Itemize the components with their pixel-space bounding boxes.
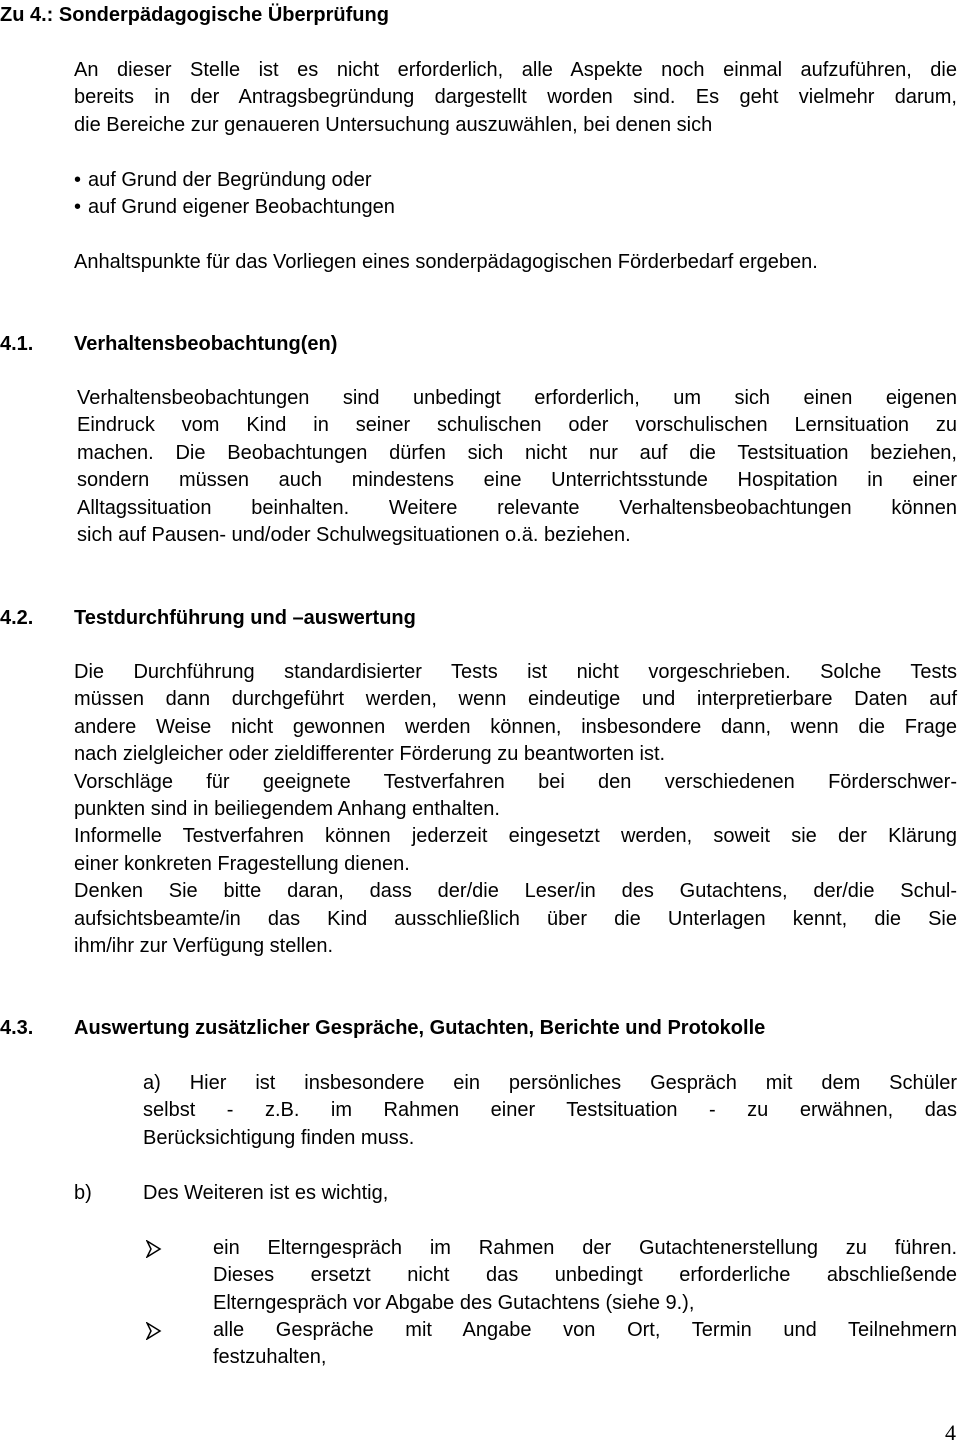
paragraph-line: festzuhalten, bbox=[213, 1346, 327, 1369]
page-heading: Zu 4.: Sonderpädagogische Überprüfung bbox=[0, 4, 389, 26]
paragraph-line: sondern müssen auch mindestens eine Unterrichtsstunde Hospitation in einer bbox=[77, 469, 957, 492]
section-4-3-title: Auswertung zusätzlicher Gespräche, Gutachten, Berichte und Protokolle bbox=[74, 1017, 766, 1039]
item-b-text: Des Weiteren ist es wichtig, bbox=[143, 1182, 389, 1204]
paragraph-line: Alltagssituation beinhalten. Weitere relevante Verhaltensbeobachtungen können bbox=[77, 496, 957, 519]
paragraph-line: selbst - z.B. im Rahmen einer Testsituation - zu erwähnen, das bbox=[143, 1099, 957, 1122]
intro-line: bereits in der Antragsbegründung dargestellt worden sind. Es geht vielmehr darum, bbox=[74, 86, 957, 109]
paragraph-line: alle Gespräche mit Angabe von Ort, Termin und Teilnehmern bbox=[213, 1319, 957, 1341]
paragraph-line: Verhaltensbeobachtungen sind unbedingt erforderlich, um sich einen eigenen bbox=[77, 387, 957, 409]
arrow-item-paragraph bbox=[213, 1317, 957, 1372]
intro-closing: Anhaltspunkte für das Vorliegen eines sonderpädagogischen Förderbedarf ergeben. bbox=[74, 251, 818, 273]
intro-line: die Bereiche zur genaueren Untersuchung auszuwählen, bei denen sich bbox=[74, 113, 713, 136]
paragraph-line: sich auf Pausen- und/oder Schulwegsituationen o.ä. beziehen. bbox=[77, 523, 631, 546]
bullet-text: auf Grund eigener Beobachtungen bbox=[88, 196, 395, 218]
intro-bullet-item bbox=[74, 167, 372, 194]
section-4-1-paragraph bbox=[77, 385, 957, 549]
item-a-paragraph bbox=[143, 1070, 957, 1152]
section-4-2-paragraph bbox=[74, 659, 957, 960]
paragraph-line: Dieses ersetzt nicht das unbedingt erforderliche abschließende bbox=[213, 1264, 957, 1287]
paragraph-line: Eindruck vom Kind in seiner schulischen oder vorschulischen Lernsituation zu bbox=[77, 414, 957, 437]
arrow-bullet-icon bbox=[146, 1240, 162, 1258]
paragraph-line: andere Weise nicht gewonnen werden können, insbesondere dann, wenn die Frage bbox=[74, 715, 957, 738]
bullet-icon: • bbox=[74, 196, 82, 218]
paragraph-line: ein Elterngespräch im Rahmen der Gutachtenerstellung zu führen. bbox=[213, 1237, 957, 1259]
paragraph-line: punkten sind in beiliegendem Anhang enthalten. bbox=[74, 797, 500, 820]
section-4-3-number: 4.3. bbox=[0, 1017, 34, 1039]
paragraph-line: Berücksichtigung finden muss. bbox=[143, 1126, 415, 1149]
paragraph-line: Die Durchführung standardisierter Tests ist nicht vorgeschrieben. Solche Tests bbox=[74, 661, 957, 683]
paragraph-line: a) Hier ist insbesondere ein persönliches Gespräch mit dem Schüler bbox=[143, 1072, 957, 1094]
section-4-1-title: Verhaltensbeobachtung(en) bbox=[74, 333, 338, 355]
paragraph-line: ihm/ihr zur Verfügung stellen. bbox=[74, 934, 334, 957]
paragraph-line: Denken Sie bitte daran, dass der/die Leser/in des Gutachtens, der/die Schul- bbox=[74, 880, 957, 903]
paragraph-line: Elterngespräch vor Abgabe des Gutachtens (siehe 9.), bbox=[213, 1291, 695, 1314]
bullet-icon: • bbox=[74, 169, 82, 191]
paragraph-line: Informelle Testverfahren können jederzeit eingesetzt werden, soweit sie der Klärung bbox=[74, 825, 957, 848]
paragraph-line: einer konkreten Fragestellung dienen. bbox=[74, 852, 410, 875]
section-4-1-number: 4.1. bbox=[0, 333, 34, 355]
arrow-bullet-icon bbox=[146, 1322, 162, 1340]
paragraph-line: nach zielgleicher oder zieldifferenter Förderung zu beantworten ist. bbox=[74, 743, 666, 766]
section-4-2-title: Testdurchführung und –auswertung bbox=[74, 607, 416, 629]
paragraph-line: Vorschläge für geeignete Testverfahren bei den verschiedenen Förderschwer- bbox=[74, 770, 957, 793]
intro-paragraph bbox=[74, 57, 957, 139]
item-b-label: b) bbox=[74, 1182, 92, 1204]
intro-line: An dieser Stelle ist es nicht erforderlich, alle Aspekte noch einmal aufzuführen, die bbox=[74, 59, 957, 81]
bullet-text: auf Grund der Begründung oder bbox=[88, 169, 372, 191]
paragraph-line: müssen dann durchgeführt werden, wenn eindeutige und interpretierbare Daten auf bbox=[74, 688, 957, 711]
paragraph-line: aufsichtsbeamte/in das Kind ausschließlich über die Unterlagen kennt, die Sie bbox=[74, 907, 957, 930]
arrow-item-paragraph bbox=[213, 1235, 957, 1317]
paragraph-line: machen. Die Beobachtungen dürfen sich nicht nur auf die Testsituation beziehen, bbox=[77, 441, 957, 464]
intro-bullet-item bbox=[74, 194, 395, 221]
section-4-2-number: 4.2. bbox=[0, 607, 34, 629]
page-number: 4 bbox=[945, 1420, 956, 1445]
